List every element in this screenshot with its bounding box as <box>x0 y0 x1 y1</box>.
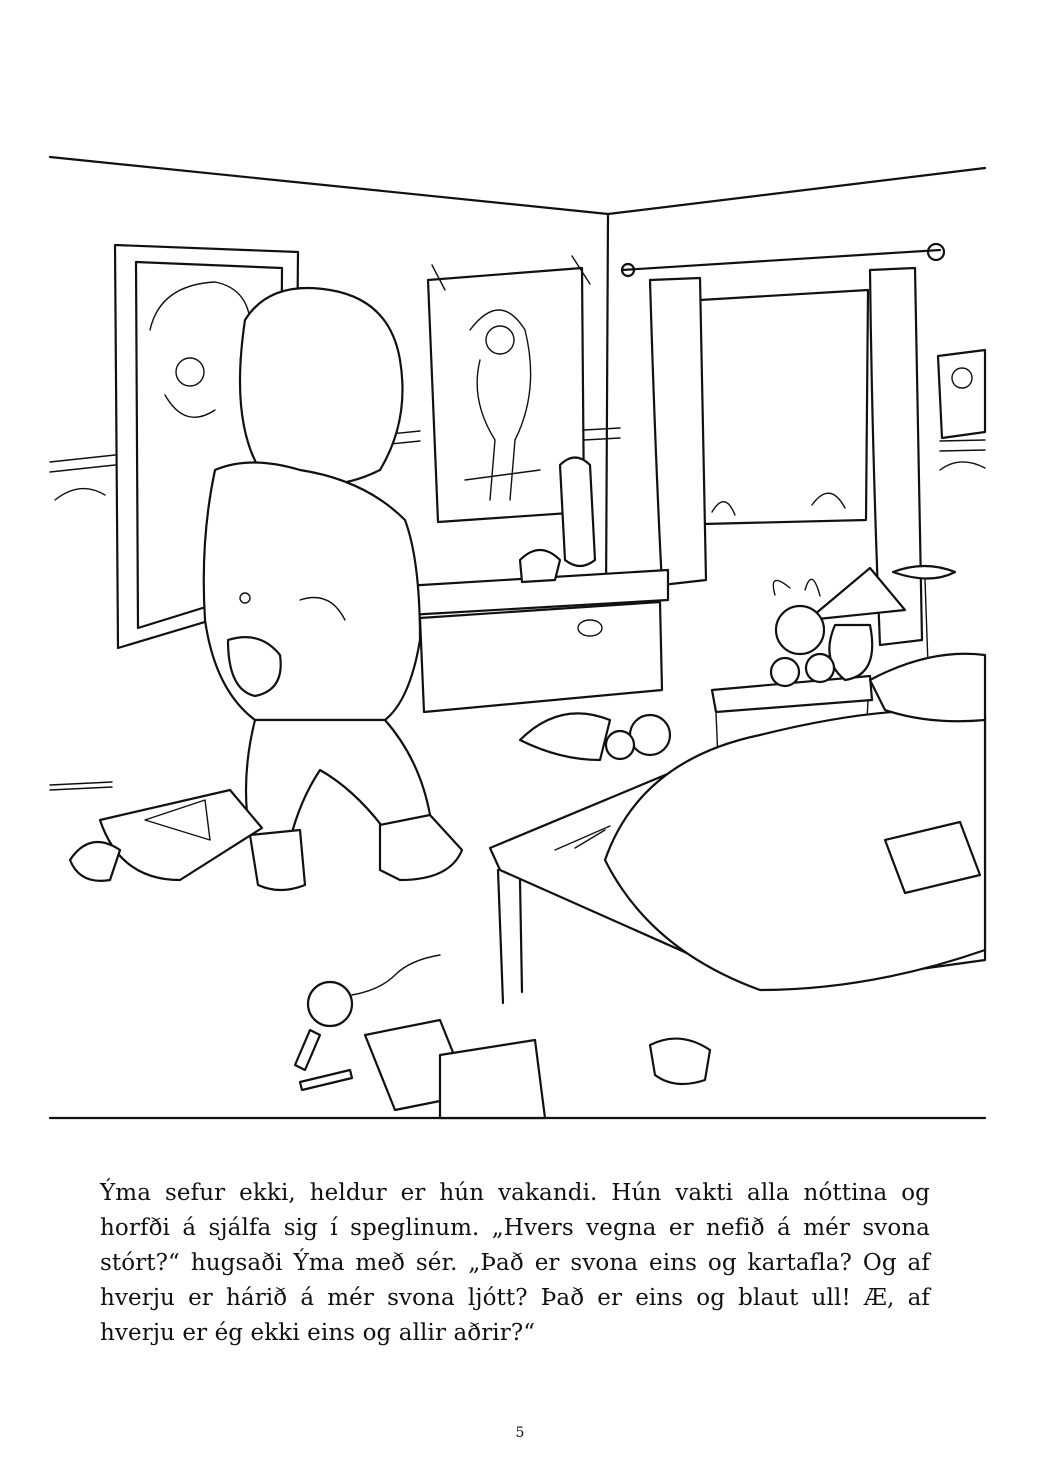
story-text <box>100 1176 930 1351</box>
dresser <box>405 458 668 713</box>
wall-picture <box>938 350 985 438</box>
stuffed-bunny <box>771 579 834 686</box>
window <box>622 244 944 645</box>
page-number: 5 <box>515 1425 525 1441</box>
story-paragraph: Ýma sefur ekki, heldur er hún vakandi. Hún vakti alla nóttina og horfði á sjálfa sig í speglinum. „Hvers vegna er nefið á mér svona stórt?“ hugsaði Ýma með sér. „Það er svona eins og kartafla? Og af hverju er hárið á mér svona ljótt? Það er eins og blaut ull! Æ, af hverju er ég ekki eins og allir aðrir?“ <box>100 1180 930 1346</box>
